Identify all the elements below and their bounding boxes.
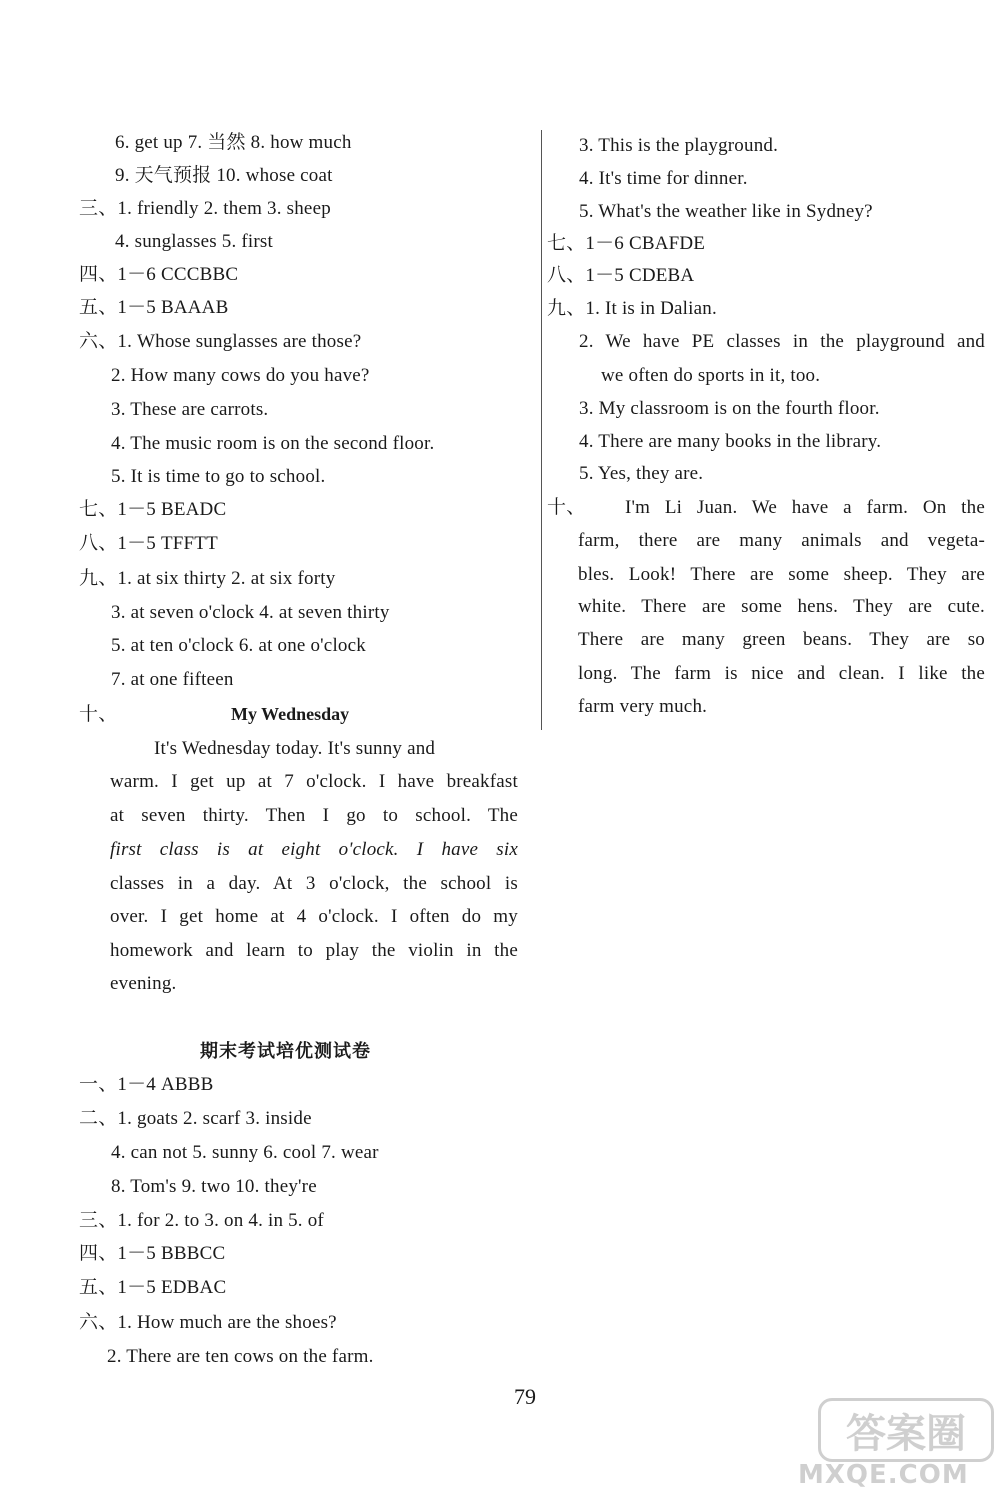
- answer-line: 8. Tom's 9. two 10. they're: [111, 1176, 317, 1197]
- answer-line: 2. We have PE classes in the playground and: [579, 331, 985, 352]
- answer-line: 3. My classroom is on the fourth floor.: [579, 398, 880, 419]
- farm-line: There are many green beans. They are so: [578, 629, 985, 650]
- answer-line: 4. sunglasses 5. first: [115, 231, 273, 252]
- answer-line: 八、1－5 TFFTT: [79, 533, 218, 554]
- answer-line: 三、1. friendly 2. them 3. sheep: [79, 198, 331, 219]
- answer-line: 七、1－5 BEADC: [79, 499, 227, 520]
- answer-line: 九、1. It is in Dalian.: [547, 298, 717, 319]
- answer-line: 3. This is the playground.: [579, 135, 779, 156]
- farm-line: farm, there are many animals and vegeta-: [578, 530, 985, 551]
- essay-line: over. I get home at 4 o'clock. I often do my: [110, 906, 518, 927]
- watermark-logo: [798, 1398, 988, 1488]
- watermark-bottom-text: MXQE.COM: [798, 1460, 969, 1490]
- answer-line: 四、1－5 BBBCC: [79, 1243, 226, 1264]
- watermark-top-text: 答案圈: [818, 1398, 994, 1462]
- column-divider: [541, 130, 542, 730]
- answer-line: 九、1. at six thirty 2. at six forty: [79, 568, 336, 589]
- answer-line: 3. at seven o'clock 4. at seven thirty: [111, 602, 390, 623]
- answer-line: 9. 天气预报 10. whose coat: [115, 165, 333, 186]
- answer-line: 5. at ten o'clock 6. at one o'clock: [111, 635, 366, 656]
- answer-line: 七、1－6 CBAFDE: [547, 233, 706, 254]
- essay-line: warm. I get up at 7 o'clock. I have breakfast: [110, 771, 518, 792]
- answer-line: 6. get up 7. 当然 8. how much: [115, 132, 352, 153]
- answer-line: 4. It's time for dinner.: [579, 168, 748, 189]
- answer-line: 4. can not 5. sunny 6. cool 7. wear: [111, 1142, 379, 1163]
- essay-line: at seven thirty. Then I go to school. The: [110, 805, 518, 826]
- answer-line: 二、1. goats 2. scarf 3. inside: [79, 1108, 312, 1129]
- answer-line: 六、1. Whose sunglasses are those?: [79, 331, 362, 352]
- farm-line: farm very much.: [578, 696, 708, 717]
- essay-line: homework and learn to play the violin in the: [110, 940, 518, 961]
- essay-line: first class is at eight o'clock. I have six: [110, 839, 518, 860]
- farm-line: I'm Li Juan. We have a farm. On the: [625, 497, 985, 518]
- answer-line: 六、1. How much are the shoes?: [79, 1312, 337, 1333]
- answer-line: 2. How many cows do you have?: [111, 365, 370, 386]
- answer-line: 5. Yes, they are.: [579, 463, 704, 484]
- answer-line: 5. What's the weather like in Sydney?: [579, 201, 873, 222]
- answer-line: 五、1－5 BAAAB: [79, 297, 229, 318]
- answer-line: 3. These are carrots.: [111, 399, 269, 420]
- section-heading: 期末考试培优测试卷: [200, 1041, 371, 1062]
- answer-line: 4. The music room is on the second floor.: [111, 433, 435, 454]
- answer-line: 五、1－5 EDBAC: [79, 1277, 227, 1298]
- answer-line: 4. There are many books in the library.: [579, 431, 882, 452]
- page-number: 79: [514, 1384, 536, 1409]
- answer-line: 四、1－6 CCCBBC: [79, 264, 239, 285]
- answer-line: 三、1. for 2. to 3. on 4. in 5. of: [79, 1210, 324, 1231]
- farm-line: bles. Look! There are some sheep. They are: [578, 564, 985, 585]
- section-number: 十、: [547, 497, 586, 518]
- essay-line: It's Wednesday today. It's sunny and: [154, 738, 436, 759]
- section-number: 十、: [79, 704, 118, 725]
- essay-title: My Wednesday: [231, 704, 350, 724]
- answer-line: 7. at one fifteen: [111, 669, 234, 690]
- answer-line: 5. It is time to go to school.: [111, 466, 326, 487]
- answer-line: 一、1－4 ABBB: [79, 1074, 214, 1095]
- farm-line: white. There are some hens. They are cute.: [578, 596, 985, 617]
- essay-line: evening.: [110, 973, 177, 994]
- answer-line: we often do sports in it, too.: [601, 365, 821, 386]
- answer-line: 八、1－5 CDEBA: [547, 265, 695, 286]
- answer-line: 2. There are ten cows on the farm.: [107, 1346, 374, 1367]
- farm-line: long. The farm is nice and clean. I like the: [578, 663, 985, 684]
- essay-line: classes in a day. At 3 o'clock, the school is: [110, 873, 518, 894]
